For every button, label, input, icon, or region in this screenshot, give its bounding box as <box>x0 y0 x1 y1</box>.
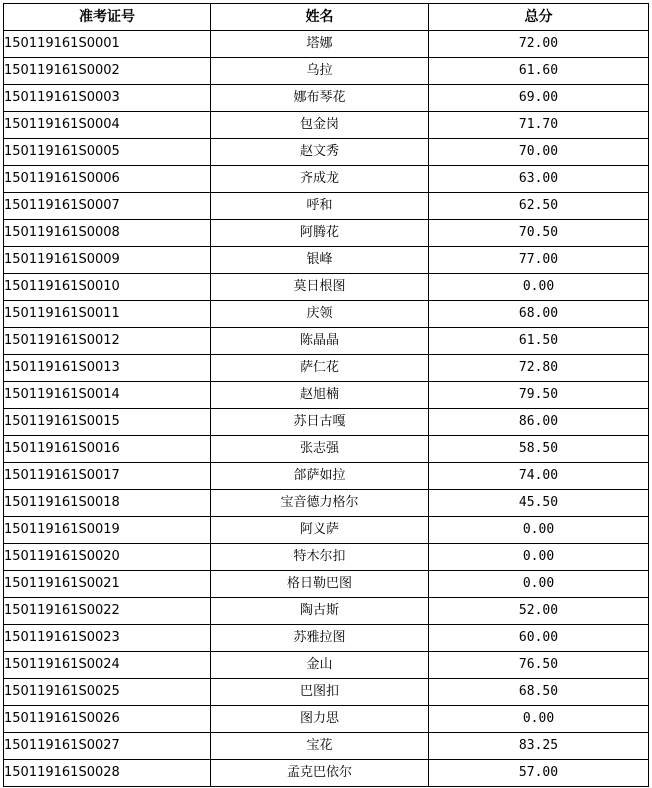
name-cell: 齐成龙 <box>211 166 429 193</box>
name-cell: 张志强 <box>211 436 429 463</box>
name-cell: 赵文秀 <box>211 139 429 166</box>
table-row <box>4 652 649 679</box>
name-cell: 包金岗 <box>211 112 429 139</box>
column-header-exam-id: 准考证号 <box>4 4 211 31</box>
exam-id-cell: 150119161S0018 <box>4 490 211 517</box>
exam-id-cell: 150119161S0028 <box>4 760 211 787</box>
header-row <box>4 4 649 31</box>
exam-id-cell: 150119161S0006 <box>4 166 211 193</box>
table-row <box>4 112 649 139</box>
exam-id-cell: 150119161S0026 <box>4 706 211 733</box>
exam-id-cell: 150119161S0023 <box>4 625 211 652</box>
exam-id-cell: 150119161S0001 <box>4 31 211 58</box>
total-score-cell: 86.00 <box>429 409 649 436</box>
table-row <box>4 598 649 625</box>
name-cell: 金山 <box>211 652 429 679</box>
table-row <box>4 58 649 85</box>
name-cell: 苏日古嘎 <box>211 409 429 436</box>
table-row <box>4 220 649 247</box>
total-score-cell: 74.00 <box>429 463 649 490</box>
exam-id-cell: 150119161S0020 <box>4 544 211 571</box>
table-row <box>4 409 649 436</box>
exam-id-cell: 150119161S0013 <box>4 355 211 382</box>
total-score-cell: 60.00 <box>429 625 649 652</box>
name-cell: 娜布琴花 <box>211 85 429 112</box>
exam-id-cell: 150119161S0005 <box>4 139 211 166</box>
name-cell: 特木尔扣 <box>211 544 429 571</box>
name-cell: 孟克巴依尔 <box>211 760 429 787</box>
name-cell: 呼和 <box>211 193 429 220</box>
name-cell: 阿腾花 <box>211 220 429 247</box>
name-cell: 庆领 <box>211 301 429 328</box>
exam-id-cell: 150119161S0014 <box>4 382 211 409</box>
exam-id-cell: 150119161S0024 <box>4 652 211 679</box>
total-score-cell: 76.50 <box>429 652 649 679</box>
exam-id-cell: 150119161S0025 <box>4 679 211 706</box>
name-cell: 阿义萨 <box>211 517 429 544</box>
name-cell: 塔娜 <box>211 31 429 58</box>
table-row <box>4 166 649 193</box>
total-score-cell: 0.00 <box>429 706 649 733</box>
name-cell: 赵旭楠 <box>211 382 429 409</box>
table-body <box>4 31 649 787</box>
exam-id-cell: 150119161S0010 <box>4 274 211 301</box>
table-row <box>4 625 649 652</box>
exam-id-cell: 150119161S0002 <box>4 58 211 85</box>
name-cell: 银峰 <box>211 247 429 274</box>
total-score-cell: 83.25 <box>429 733 649 760</box>
name-cell: 宝花 <box>211 733 429 760</box>
table-row <box>4 85 649 112</box>
table-row <box>4 31 649 58</box>
column-header-total-score: 总分 <box>429 4 649 31</box>
table-row <box>4 328 649 355</box>
table-row <box>4 571 649 598</box>
name-cell: 图力思 <box>211 706 429 733</box>
total-score-cell: 52.00 <box>429 598 649 625</box>
exam-id-cell: 150119161S0007 <box>4 193 211 220</box>
total-score-cell: 0.00 <box>429 274 649 301</box>
exam-id-cell: 150119161S0004 <box>4 112 211 139</box>
exam-id-cell: 150119161S0021 <box>4 571 211 598</box>
exam-id-cell: 150119161S0003 <box>4 85 211 112</box>
table-row <box>4 247 649 274</box>
table-row <box>4 517 649 544</box>
exam-id-cell: 150119161S0011 <box>4 301 211 328</box>
total-score-cell: 71.70 <box>429 112 649 139</box>
table-row <box>4 355 649 382</box>
total-score-cell: 58.50 <box>429 436 649 463</box>
total-score-cell: 68.50 <box>429 679 649 706</box>
table-row <box>4 301 649 328</box>
total-score-cell: 69.00 <box>429 85 649 112</box>
total-score-cell: 57.00 <box>429 760 649 787</box>
table-row <box>4 463 649 490</box>
table-row <box>4 274 649 301</box>
name-cell: 苏雅拉图 <box>211 625 429 652</box>
name-cell: 巴图扣 <box>211 679 429 706</box>
name-cell: 乌拉 <box>211 58 429 85</box>
column-header-name: 姓名 <box>211 4 429 31</box>
table-row <box>4 436 649 463</box>
name-cell: 陶古斯 <box>211 598 429 625</box>
exam-id-cell: 150119161S0012 <box>4 328 211 355</box>
total-score-cell: 0.00 <box>429 517 649 544</box>
total-score-cell: 70.00 <box>429 139 649 166</box>
table-row <box>4 490 649 517</box>
exam-id-cell: 150119161S0017 <box>4 463 211 490</box>
exam-id-cell: 150119161S0015 <box>4 409 211 436</box>
table-row <box>4 544 649 571</box>
exam-id-cell: 150119161S0022 <box>4 598 211 625</box>
table-row <box>4 760 649 787</box>
table-row <box>4 706 649 733</box>
total-score-cell: 68.00 <box>429 301 649 328</box>
total-score-cell: 63.00 <box>429 166 649 193</box>
table-row <box>4 382 649 409</box>
name-cell: 格日勒巴图 <box>211 571 429 598</box>
score-table <box>3 3 649 787</box>
table-row <box>4 733 649 760</box>
exam-id-cell: 150119161S0009 <box>4 247 211 274</box>
name-cell: 陈晶晶 <box>211 328 429 355</box>
total-score-cell: 0.00 <box>429 571 649 598</box>
name-cell: 莫日根图 <box>211 274 429 301</box>
table-row <box>4 679 649 706</box>
name-cell: 郃萨如拉 <box>211 463 429 490</box>
total-score-cell: 72.00 <box>429 31 649 58</box>
table-row <box>4 193 649 220</box>
exam-id-cell: 150119161S0019 <box>4 517 211 544</box>
exam-id-cell: 150119161S0008 <box>4 220 211 247</box>
total-score-cell: 62.50 <box>429 193 649 220</box>
total-score-cell: 45.50 <box>429 490 649 517</box>
exam-id-cell: 150119161S0027 <box>4 733 211 760</box>
total-score-cell: 79.50 <box>429 382 649 409</box>
total-score-cell: 77.00 <box>429 247 649 274</box>
total-score-cell: 61.50 <box>429 328 649 355</box>
total-score-cell: 61.60 <box>429 58 649 85</box>
name-cell: 萨仁花 <box>211 355 429 382</box>
name-cell: 宝音德力格尔 <box>211 490 429 517</box>
total-score-cell: 72.80 <box>429 355 649 382</box>
table-header <box>4 4 649 31</box>
table-row <box>4 139 649 166</box>
total-score-cell: 0.00 <box>429 544 649 571</box>
exam-id-cell: 150119161S0016 <box>4 436 211 463</box>
total-score-cell: 70.50 <box>429 220 649 247</box>
